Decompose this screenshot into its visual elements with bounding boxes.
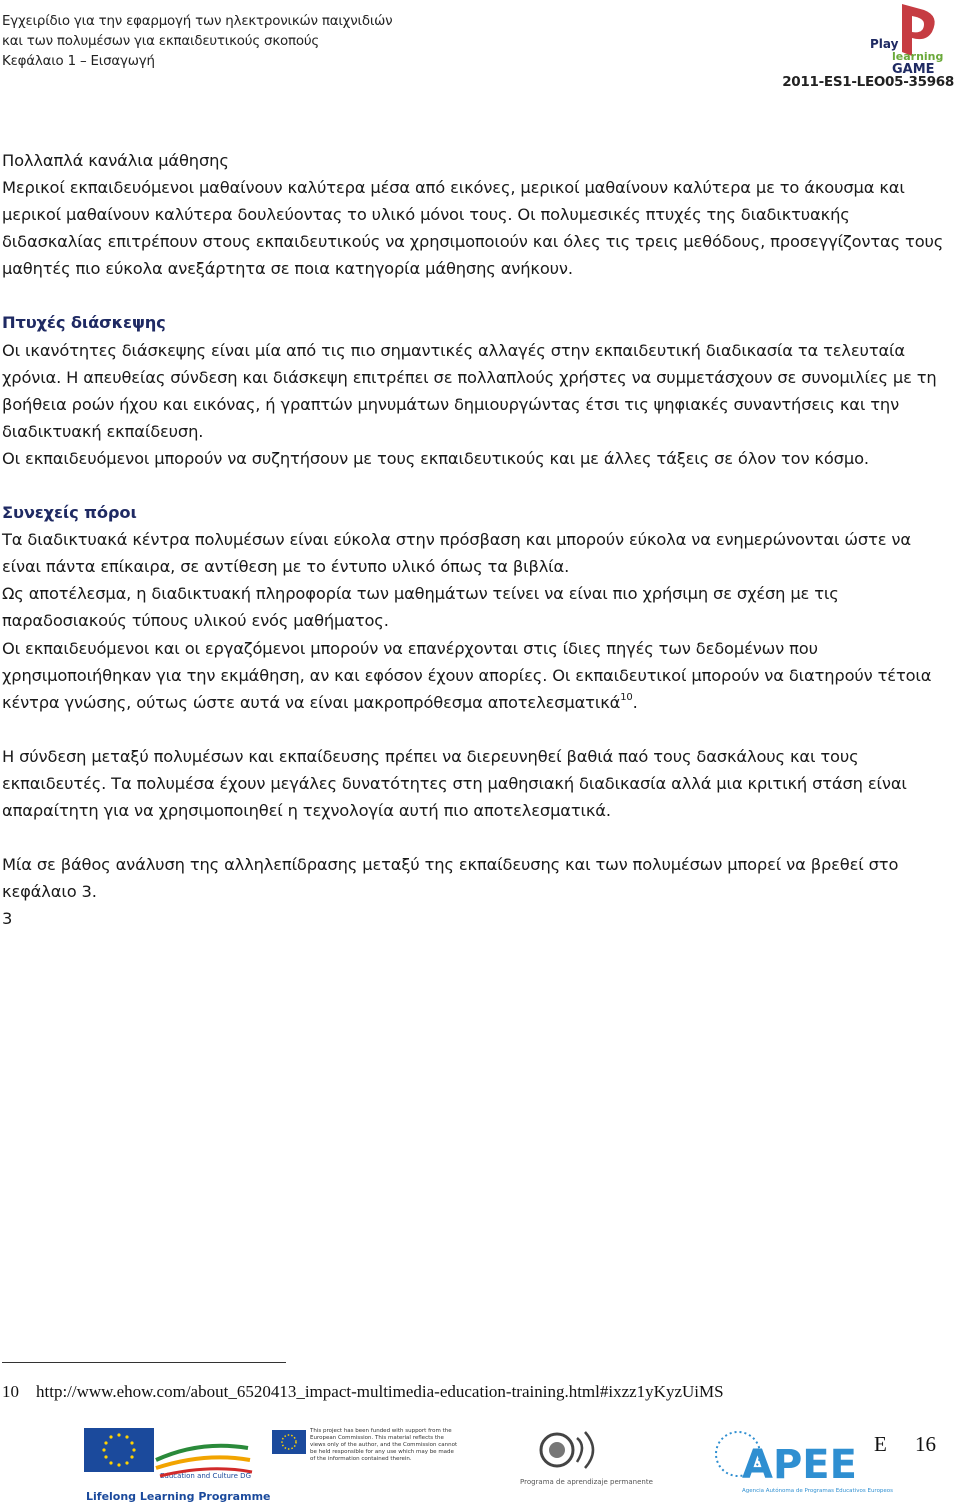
paragraph-chapter-reference: Μία σε βάθος ανάλυση της αλληλεπίδρασης μεταξύ της εκπαίδευσης και των πολυμέσων μπορεί να βρεθεί στο κεφάλαιο 3. <box>2 855 899 902</box>
footer-logos <box>0 1420 960 1510</box>
paragraph-resources-1: Τα διαδικτυακά κέντρα πολυμέσων είναι εύκολα στην πρόσβαση και μπορούν εύκολα να ενημερώνονται ώστε να είναι πάντα επίκαιρα, σε αντίθεση με το έντυπο υλικό όπως τα βιβλία. <box>2 530 911 577</box>
page-number: 16 <box>915 1432 936 1456</box>
llp-logo <box>84 1428 271 1503</box>
logo-text-game: GAME <box>892 62 935 77</box>
paragraph-resources-2: Ως αποτέλεσμα, η διαδικτυακή πληροφορία των μαθημάτων τείνει να είναι πιο χρήσιμη σε σχέση με τις παραδοσιακούς τύπους υλικού ενός μαθήματος. <box>2 584 839 631</box>
paragraph-conferencing-2: Οι εκπαιδευόμενοι μπορούν να συζητήσουν με τους εκπαιδευτικούς και με άλλες τάξεις σε όλον τον κόσμο. <box>2 448 869 468</box>
paragraph-multiple-channels: Μερικοί εκπαιδευόμενοι μαθαίνουν καλύτερα μέσα από εικόνες, μερικοί μαθαίνουν καλύτερα με το άκουσμα και μερικοί μαθαίνουν καλύτερα δουλεύοντας το υλικό μόνοι τους. Οι πολυμεσικές πτυχές της διαδικτυακής διδασκαλίας επιτρέπουν στους εκπαιδευτικούς να χρησιμοποιούν και όλες τις τρεις μεθόδους, προσεγγίζοντας τους μαθητές πιο εύκολα ανεξάρτητα σε ποια κατηγορία μάθησης ανήκουν. <box>2 178 944 279</box>
header-title-line1: Εγχειρίδιο για την εφαρμογή των ηλεκτρονικών παιχνιδιών <box>2 14 393 29</box>
paragraph-resources-3-text: Οι εκπαιδευόμενοι και οι εργαζόμενοι μπορούν να επανέρχονται στις ίδιες πηγές των δεδομένων που χρησιμοποιήθηκαν για την εκμάθηση, αν και εφόσον έχουν απορίες. Οι εκπαιδευτικοί μπορούν να διατηρούν τέτοια κέντρα γνώσης, ούτως ώστε αυτά να είναι μακροπρόθεσμα αποτελεσματικά <box>2 638 932 712</box>
footnote <box>2 1382 902 1402</box>
footnote-url[interactable]: http://www.ehow.com/about_6520413_impact-multimedia-education-training.html#ixzz1yKyzUiMS <box>36 1382 724 1401</box>
disclaimer-text: This project has been funded with support from the European Commission. This material reflects the views only of the author, and the Commission cannot be held responsible for any use which may be made of the information contained therein. <box>310 1428 458 1462</box>
apee-subtitle: Agencia Autónoma de Programas Educativos Europeos <box>742 1488 894 1494</box>
programa-label: Programa de aprendizaje permanente <box>520 1478 653 1486</box>
stray-number: 3 <box>2 909 13 929</box>
logo-text-play: Play <box>870 37 899 51</box>
llp-label-programme: Lifelong Learning Programme <box>86 1490 271 1503</box>
project-code: 2011-ES1-LEO05-35968 <box>782 74 954 90</box>
section-heading-multiple-channels: Πολλαπλά κανάλια μάθησης <box>2 151 229 170</box>
apee-logo <box>716 1432 893 1494</box>
paragraph-resources-3 <box>2 635 952 716</box>
header-chapter: Κεφάλαιο 1 – Εισαγωγή <box>2 54 155 69</box>
footnote-number: 10 <box>2 1382 19 1401</box>
eu-disclaimer <box>272 1428 460 1488</box>
footnote-separator <box>2 1362 286 1363</box>
paragraph-resources-3-end: . <box>632 692 638 712</box>
running-header <box>2 12 392 72</box>
paragraph-multimedia-education-link: Η σύνδεση μεταξύ πολυμέσων και εκπαίδευσης πρέπει να διερευνηθεί βαθιά παό τους δασκάλους και τους εκπαιδευτές. Τα πολυμέσα έχουν μεγάλες δυνατότητες στη μαθησιακή διαδικασία αλλά μια κριτική στάση είναι απαραίτητη για να χρησιμοποιηθεί η τεχνολογία αυτή πιο αποτελεσματικά. <box>2 746 907 820</box>
header-title-line2: και των πολυμέσων για εκπαιδευτικούς σκοπούς <box>2 34 320 49</box>
page-letter: E <box>874 1432 887 1456</box>
llp-label-dg: Education and Culture DG <box>160 1472 251 1480</box>
document-body <box>2 147 952 932</box>
section-heading-continuous-resources: Συνεχείς πόροι <box>2 503 137 523</box>
section-heading-conferencing: Πτυχές διάσκεψης <box>2 313 166 333</box>
footnote-ref[interactable]: 10 <box>620 691 633 703</box>
apee-wordmark: APEE <box>742 1442 857 1488</box>
programa-logo <box>520 1432 653 1486</box>
paragraph-conferencing: Οι ικανότητες διάσκεψης είναι μία από τις πιο σημαντικές αλλαγές στην εκπαιδευτική διαδικασία τα τελευταία χρόνια. Η απευθείας σύνδεση και διάσκεψη επιτρέπει σε πολλαπλούς χρήστες να συμμετάσχουν σε συνομιλίες με τη βοήθεια ροών ήχου και εικόνας, ή γραπτών μηνυμάτων δημιουργώντας έτσι τις ψηφιακές συναντήσεις και την διαδικτυακή εκπαίδευση. <box>2 340 937 441</box>
logo-text-learning: learning <box>892 50 944 63</box>
play-learning-game-logo <box>862 2 954 78</box>
